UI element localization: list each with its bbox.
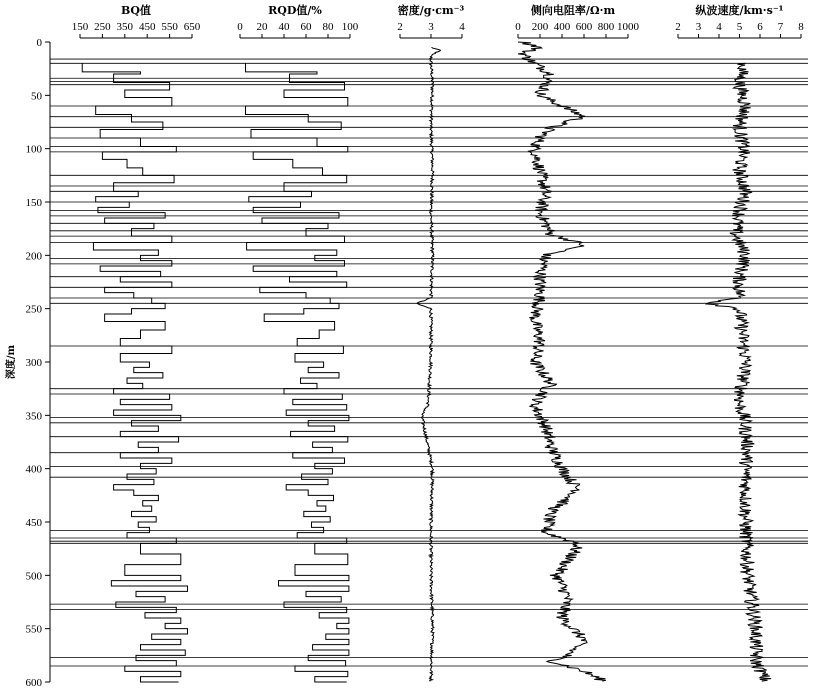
- depth-tick-label: 250: [25, 303, 42, 316]
- x-tick-label-rqd: 0: [237, 21, 243, 33]
- x-tick-label-velocity: 2: [675, 21, 681, 33]
- panel-title-density: 密度/g·cm⁻³: [397, 4, 465, 17]
- depth-tick-label: 0: [36, 37, 42, 49]
- x-tick-label-bq: 650: [183, 21, 201, 33]
- x-tick-label-resistivity: 0: [515, 21, 521, 33]
- depth-tick-label: 550: [25, 623, 42, 636]
- curve-density: [417, 47, 440, 681]
- panel-rqd: [237, 3, 359, 682]
- x-tick-label-bq: 150: [71, 21, 89, 33]
- depth-tick-label: 150: [25, 197, 42, 209]
- depth-tick-label: 450: [25, 517, 42, 529]
- depth-tick-label: 50: [31, 90, 42, 103]
- x-tick-label-rqd: 20: [256, 21, 268, 33]
- log-panels: [72, 3, 805, 682]
- panel-velocity: [675, 3, 804, 681]
- panel-title-rqd: RQD值/%: [268, 4, 322, 17]
- depth-tick-label: 300: [25, 357, 42, 369]
- curve-velocity: [706, 63, 771, 681]
- x-tick-label-rqd: 40: [278, 21, 290, 33]
- x-tick-label-rqd: 80: [322, 21, 334, 33]
- x-tick-label-bq: 350: [116, 21, 134, 33]
- x-tick-label-resistivity: 800: [597, 21, 615, 33]
- panel-bq: [72, 3, 201, 682]
- panel-title-velocity: 纵波速度/km·s⁻¹: [695, 4, 784, 17]
- x-tick-label-velocity: 4: [716, 21, 722, 33]
- x-tick-label-velocity: 6: [757, 21, 763, 33]
- panel-title-bq: BQ值: [121, 4, 151, 17]
- depth-tick-label: 200: [25, 250, 42, 263]
- x-tick-label-density: 4: [459, 21, 465, 33]
- x-tick-label-resistivity: 600: [575, 21, 593, 33]
- curve-bq: [82, 63, 187, 682]
- depth-tick-label: 600: [25, 677, 42, 689]
- depth-tick-label: 100: [25, 143, 42, 156]
- x-tick-label-density: 2: [397, 21, 403, 33]
- depth-tick-label: 350: [25, 410, 42, 423]
- x-tick-label-velocity: 5: [736, 21, 743, 33]
- depth-tick-label: 500: [25, 570, 42, 583]
- panel-title-resistivity: 侧向电阻率/Ω·m: [530, 4, 616, 17]
- x-tick-label-bq: 450: [138, 21, 156, 33]
- depth-tick-label: 400: [25, 463, 42, 476]
- curve-rqd: [246, 63, 349, 682]
- x-tick-label-velocity: 7: [777, 21, 784, 33]
- x-tick-label-bq: 250: [94, 21, 111, 33]
- x-tick-label-bq: 550: [161, 21, 178, 33]
- x-tick-label-velocity: 8: [798, 21, 804, 33]
- x-tick-label-rqd: 100: [341, 21, 359, 33]
- x-tick-label-resistivity: 200: [531, 21, 549, 33]
- depth-axis-title: 深度/m: [6, 344, 17, 380]
- depth-axis: [4, 37, 50, 689]
- panel-density: [397, 3, 465, 681]
- x-tick-label-velocity: 3: [695, 21, 702, 33]
- x-tick-label-resistivity: 1000: [617, 21, 639, 33]
- x-tick-label-resistivity: 400: [553, 21, 571, 33]
- panel-resistivity: [515, 3, 639, 681]
- x-tick-label-density: 3: [428, 21, 434, 33]
- x-tick-label-rqd: 60: [300, 21, 312, 33]
